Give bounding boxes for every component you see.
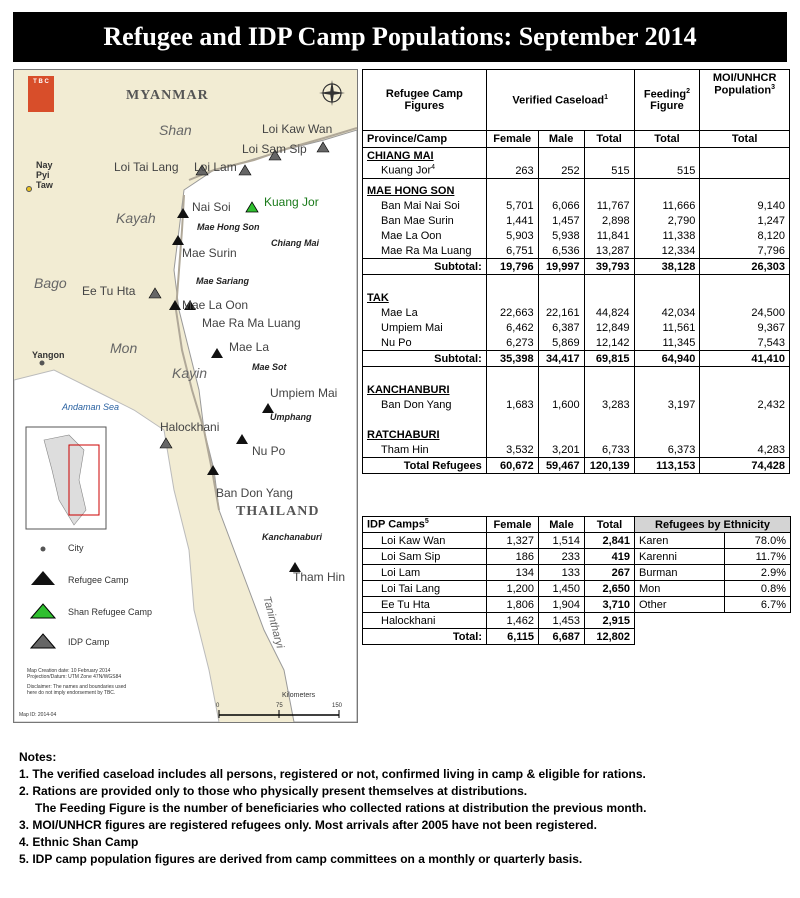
table-row: Mae La 22,663 22,161 44,824 42,034 24,500 — [363, 305, 790, 320]
table-row: Kuang Jor$^4$ 263 252 515 515 — [363, 163, 790, 179]
city-label-yangon: Yangon — [32, 350, 65, 360]
note-2-continued: The Feeding Figure is the number of beneficiaries who collected rations at distribution the previous month. — [35, 801, 647, 815]
table-row: Halockhani 1,462 1,453 2,915 — [363, 613, 791, 629]
notes-section — [19, 749, 646, 868]
column-province-camp: Province/Camp — [363, 131, 487, 148]
total-refugees-row: Total Refugees 60,672 59,467 120,139 113,153 74,428 — [363, 458, 790, 474]
idp-header-camps: IDP Camps$^5$ — [363, 517, 487, 533]
scale-tick-75: 75 — [276, 703, 283, 709]
sea-label: Andaman Sea — [62, 402, 120, 412]
province-label-mae-sot: Mae Sot — [252, 362, 287, 372]
subtotal-row-mae-hong-son: Subtotal: 19,796 19,997 39,793 38,128 26,303 — [363, 259, 790, 275]
camp-label-kuang-jor: Kuang Jor — [264, 195, 319, 209]
camp-label-mae-ra-ma-luang: Mae Ra Ma Luang — [202, 316, 301, 330]
table-row: Loi Sam Sip 186 233 419 Karenni 11.7% — [363, 549, 791, 565]
table-row: Ee Tu Hta 1,806 1,904 3,710 Other 6.7% — [363, 597, 791, 613]
region-label-tanintharyi: Tanintharyi — [260, 595, 286, 650]
province-label-kanchanaburi: Kanchanaburi — [262, 532, 323, 542]
legend-refugee-camp: Refugee Camp — [68, 575, 129, 585]
province-label-mae-sariang: Mae Sariang — [196, 276, 250, 286]
idp-total-row: Total: 6,115 6,687 12,802 — [363, 629, 791, 645]
note-2: 2. Rations are provided only to those who physically present themselves at distributions. — [19, 784, 528, 798]
idp-camp-table — [362, 516, 791, 645]
header-verified-caseload: Verified Caseload$^1$ — [486, 70, 634, 131]
note-3: 3. MOI/UNHCR figures are registered refugees only. Most arrivals after 2005 have not been registered. — [19, 818, 597, 832]
map-projection: Projection/Datum: UTM Zone 47N/WGS84 — [27, 674, 122, 680]
idp-header-total: Total — [585, 517, 635, 533]
camp-label-loi-lam: Loi Lam — [194, 160, 237, 174]
camp-label-ee-tu-hta: Ee Tu Hta — [82, 284, 136, 298]
camp-label-umpiem-mai: Umpiem Mai — [270, 386, 338, 400]
camp-label-loi-sam-sip: Loi Sam Sip — [242, 142, 307, 156]
camp-label-halockhani: Halockhani — [160, 420, 220, 434]
camp-label-mae-la-oon: Mae La Oon — [182, 298, 249, 312]
legend-idp-camp: IDP Camp — [68, 637, 110, 647]
region-label-bago: Bago — [34, 275, 67, 291]
column-moi-total: Total — [700, 131, 790, 148]
table-row: Umpiem Mai 6,462 6,387 12,849 11,561 9,367 — [363, 320, 790, 335]
table-row: Ban Mai Nai Soi 5,701 6,066 11,767 11,666 9,140 — [363, 198, 790, 213]
region-label-kayah: Kayah — [116, 210, 156, 226]
region-label-mon: Mon — [110, 340, 138, 356]
scale-tick-0: 0 — [216, 703, 220, 709]
camp-label-ban-don-yang: Ban Don Yang — [216, 486, 293, 500]
idp-header-female: Female — [487, 517, 539, 533]
province-ratchaburi: RATCHABURI — [363, 427, 487, 442]
column-feeding-total: Total — [634, 131, 700, 148]
region-label-shan: Shan — [159, 122, 192, 138]
column-male: Male — [538, 131, 584, 148]
table-row: Ban Don Yang 1,683 1,600 3,283 3,197 2,432 — [363, 397, 790, 412]
legend-shan-refugee-camp: Shan Refugee Camp — [68, 607, 153, 617]
subtotal-row-tak: Subtotal: 35,398 34,417 69,815 64,940 41,410 — [363, 351, 790, 367]
header-figures: Refugee Camp Figures — [363, 70, 487, 131]
province-mae-hong-son: MAE HONG SON — [363, 179, 487, 199]
city-label-nay-pyi-taw: Nay Pyi Taw — [36, 160, 53, 190]
camp-label-loi-tai-lang: Loi Tai Lang — [114, 160, 179, 174]
country-label-myanmar: MYANMAR — [126, 88, 209, 103]
note-5: 5. IDP camp population figures are derived from camp committees on a monthly or quarterly basis. — [19, 852, 583, 866]
table-row: Mae La Oon 5,903 5,938 11,841 11,338 8,120 — [363, 228, 790, 243]
ethnicity-header: Refugees by Ethnicity — [635, 517, 791, 533]
table-row: Loi Kaw Wan 1,327 1,514 2,841 Karen 78.0% — [363, 533, 791, 549]
table-row: Loi Lam 134 133 267 Burman 2.9% — [363, 565, 791, 581]
province-kanchanaburi: KANCHANBURI — [363, 382, 487, 397]
camp-map — [13, 69, 358, 723]
province-label-mae-hong-son: Mae Hong Son — [197, 222, 260, 232]
map-creation-date: Map Creation date: 10 February 2014 — [27, 668, 111, 674]
header-moi-unhcr: MOI/UNHCR Population$^3$ — [700, 70, 790, 131]
region-label-kayin: Kayin — [172, 365, 208, 381]
table-row: Ban Mae Surin 1,441 1,457 2,898 2,790 1,247 — [363, 213, 790, 228]
map-disclaimer-2: here do not imply endorsement by TBC. — [27, 690, 116, 696]
notes-heading: Notes: — [19, 750, 57, 764]
map-id: Map ID: 2014-04 — [19, 712, 57, 718]
table-row: Nu Po 6,273 5,869 12,142 11,345 7,543 — [363, 335, 790, 351]
camp-label-mae-la: Mae La — [229, 340, 270, 354]
map-disclaimer-1: Disclaimer: The names and boundaries used — [27, 684, 127, 690]
camp-label-tham-hin: Tham Hin — [293, 570, 346, 584]
note-1: 1. The verified caseload includes all persons, registered or not, confirmed living in camp & eligible for rations. — [19, 767, 646, 781]
scale-label: Kilometers — [282, 692, 316, 699]
table-row: Tham Hin 3,532 3,201 6,733 6,373 4,283 — [363, 442, 790, 458]
camp-label-mae-surin: Mae Surin — [182, 246, 237, 260]
camp-label-loi-kaw-wan: Loi Kaw Wan — [262, 122, 333, 136]
refugee-camp-table — [362, 69, 790, 474]
province-label-umphang: Umphang — [270, 412, 312, 422]
page-title: Refugee and IDP Camp Populations: September 2014 — [13, 12, 787, 62]
column-total: Total — [584, 131, 634, 148]
camp-label-nu-po: Nu Po — [252, 444, 286, 458]
note-4: 4. Ethnic Shan Camp — [19, 835, 139, 849]
header-feeding-figure: Feeding$^2$ Figure — [634, 70, 700, 131]
tbc-logo: T B C — [28, 76, 54, 112]
province-label-chiang-mai: Chiang Mai — [271, 238, 320, 248]
country-label-thailand: THAILAND — [236, 504, 320, 519]
table-row: Mae Ra Ma Luang 6,751 6,536 13,287 12,334 7,796 — [363, 243, 790, 259]
column-female: Female — [486, 131, 538, 148]
scale-tick-150: 150 — [332, 703, 343, 709]
province-tak: TAK — [363, 290, 487, 305]
legend-city: City — [68, 543, 84, 553]
table-row: Loi Tai Lang 1,200 1,450 2,650 Mon 0.8% — [363, 581, 791, 597]
idp-header-male: Male — [539, 517, 585, 533]
camp-label-nai-soi: Nai Soi — [192, 200, 231, 214]
province-chiang-mai: CHIANG MAI — [363, 148, 487, 164]
